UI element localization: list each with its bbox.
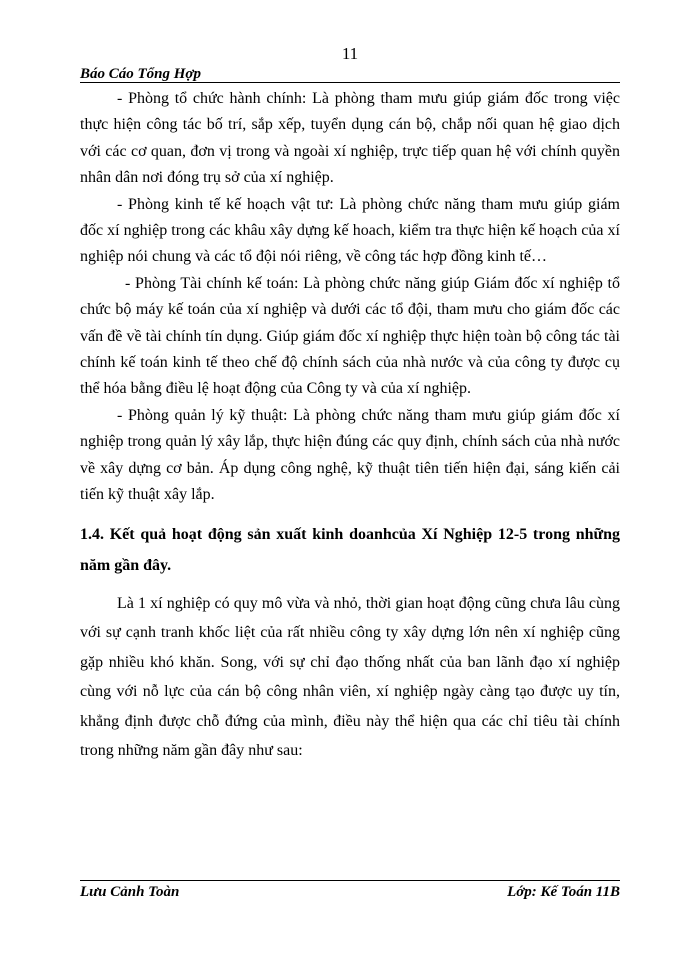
page-number: 11 <box>341 44 359 63</box>
footer-author: Lưu Cảnh Toàn <box>80 884 180 900</box>
footer-class: Lớp: Kế Toán 11B <box>507 884 620 900</box>
footer-divider <box>80 880 620 881</box>
section-body-paragraph: Là 1 xí nghiệp có quy mô vừa và nhỏ, thời gian hoạt động cũng chưa lâu cùng với sự cạnh tranh khốc liệt của rất nhiều công ty xây dựng lớn nên xí nghiệp cũng gặp nhiều khó khăn. Song, với sự chỉ đạo thống nhất của ban lãnh đạo xí nghiệp cùng với nỗ lực của cán bộ công nhân viên, xí nghiệp ngày càng tạo được uy tín, khẳng định được chỗ đứng của mình, điều này thể hiện qua các chỉ tiêu tài chính trong những năm gần đây như sau: <box>80 594 620 759</box>
paragraph-planning-dept: - Phòng kinh tế kế hoạch vật tư: Là phòng chức năng tham mưu giúp giám đốc xí nghiệp trong các khâu xây dựng kế hoach, kiểm tra thực hiện kế hoạch của xí nghiệp nói chung và các tổ đội nói riêng, về công tác hợp đồng kinh tế… <box>80 195 620 266</box>
section-heading: 1.4. Kết quả hoạt động sản xuất kinh doanhcủa Xí Nghiệp 12-5 trong những năm gần đây. <box>80 525 620 574</box>
paragraph-administration-dept: - Phòng tổ chức hành chính: Là phòng tham mưu giúp giám đốc trong việc thực hiện công tác bố trí, sắp xếp, tuyển dụng cán bộ, chắp nối quan hệ giao dịch với các cơ quan, đơn vị trong và ngoài xí nghiệp, trực tiếp quan hệ với chính quyền nhân dân nơi đóng trụ sở của xí nghiệp. <box>80 90 620 187</box>
paragraph-technical-dept: - Phòng quản lý kỹ thuật: Là phòng chức năng tham mưu giúp giám đốc xí nghiệp trong quản lý xây lắp, thực hiện đúng các quy định, chính sách của nhà nước về xây dựng cơ bản. Áp dụng công nghệ, kỹ thuật tiên tiến hiện đại, sáng kiến cải tiến kỹ thuật xây lắp. <box>80 406 620 504</box>
header-divider <box>80 82 620 83</box>
report-header-title: Báo Cáo Tổng Hợp <box>80 66 201 82</box>
paragraph-finance-dept: - Phòng Tài chính kế toán: Là phòng chức năng giúp Giám đốc xí nghiệp tổ chức bộ máy kế toán của xí nghiệp và dưới các tổ đội, tham mưu cho giám đốc các vấn đề về tài chính tín dụng. Giúp giám đốc xí nghiệp thực hiện toàn bộ công tác tài chính kế toán kinh tế theo chế độ chính sách của nhà nước và của công ty được cụ thể hóa bằng điều lệ hoạt động của Công ty và của xí nghiệp. <box>80 274 620 398</box>
page-content <box>80 86 620 766</box>
